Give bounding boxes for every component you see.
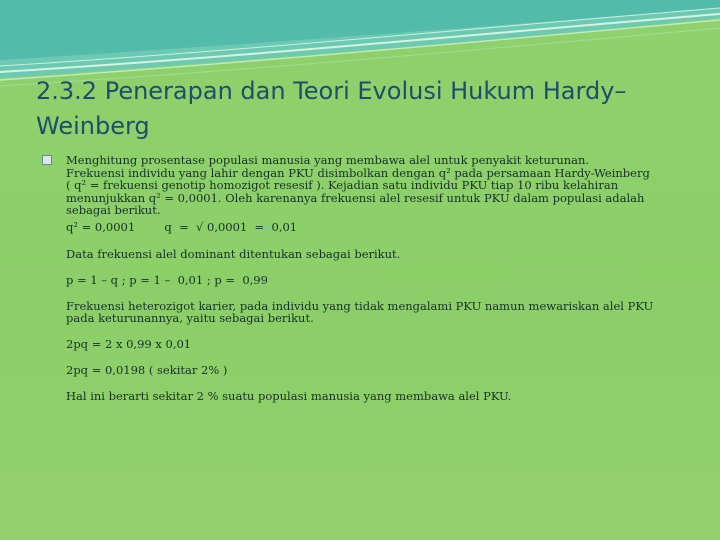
formula-q: q² = 0,0001 q = √ 0,0001 = 0,01 <box>66 219 298 234</box>
slide-title: 2.3.2 Penerapan dan Teori Evolusi Hukum Hardy–Weinberg <box>36 77 627 140</box>
bullet-line: sebagai berikut. <box>66 203 161 217</box>
heterozygote-intro-line: Frekuensi heterozigot karier, pada individu yang tidak mengalami PKU namun mewariskan alel PKU <box>66 298 654 313</box>
bullet-line: menunjukkan q² = 0,0001. Oleh karenanya frekuensi alel resesif untuk PKU dalam populasi adalah <box>66 190 645 205</box>
bullet-paragraph <box>40 154 690 217</box>
dominant-intro: Data frekuensi alel dominant ditentukan sebagai berikut. <box>66 246 401 261</box>
slide-body <box>40 154 690 402</box>
formula-p: p = 1 – q ; p = 1 – 0,01 ; p = 0,99 <box>66 272 268 287</box>
bullet-line: Frekuensi individu yang lahir dengan PKU disimbolkan dengan q² pada persamaan Hardy-Weinberg <box>66 165 650 180</box>
bullet-line: Menghitung prosentase populasi manusia yang membawa alel untuk penyakit keturunan. <box>66 153 590 167</box>
heterozygote-intro-line: pada keturunannya, yaitu sebagai berikut. <box>66 310 314 325</box>
conclusion-text: Hal ini berarti sekitar 2 % suatu populasi manusia yang membawa alel PKU. <box>66 388 512 403</box>
formula-2pq: 2pq = 2 x 0,99 x 0,01 <box>66 336 192 351</box>
square-bullet-icon <box>42 155 52 165</box>
formula-2pq-result: 2pq = 0,0198 ( sekitar 2% ) <box>66 362 228 377</box>
bullet-line: ( q² = frekuensi genotip homozigot resesif ). Kejadian satu individu PKU tiap 10 ribu kelahiran <box>66 178 619 192</box>
